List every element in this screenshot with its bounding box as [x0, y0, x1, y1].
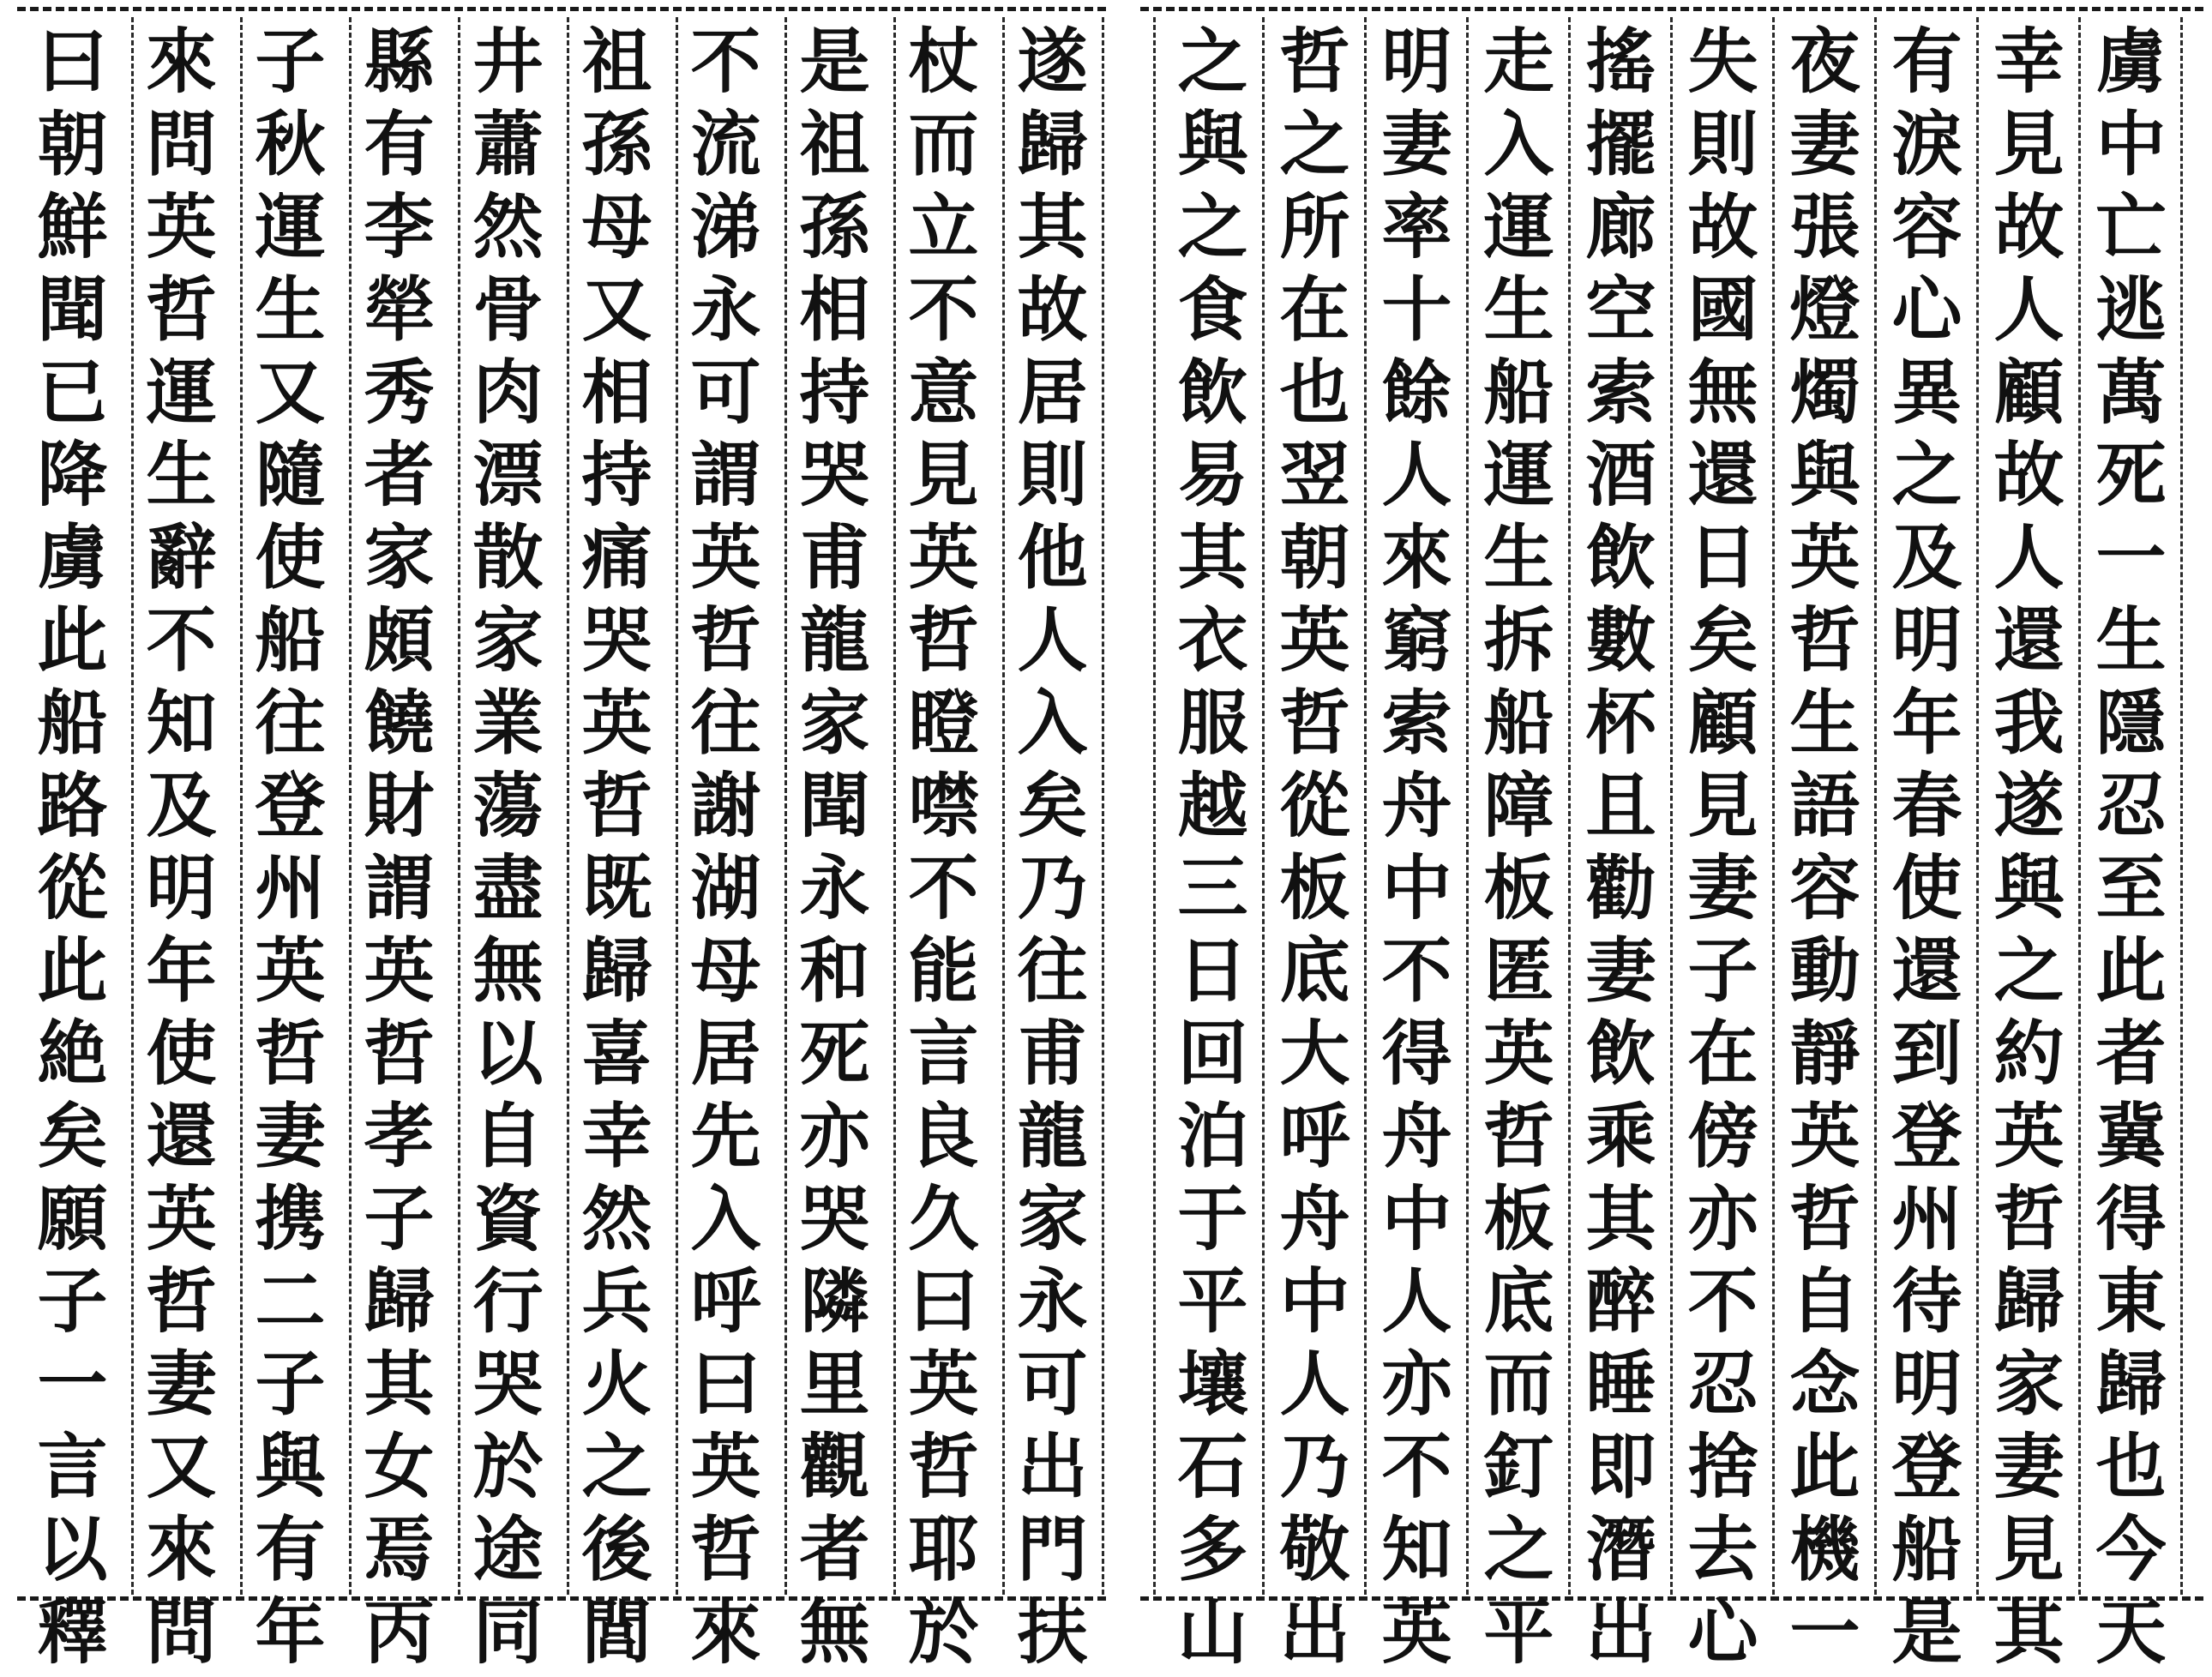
text-column [1876, 24, 1966, 1677]
column-text: 走入運生船運生拆船障板匿英哲板底而釘之平 [1472, 24, 1554, 1677]
text-column [1162, 24, 1252, 1677]
column-text: 來問英哲運生辭不知及明年使還英哲妻又來問 [135, 24, 217, 1677]
column-text: 遂歸其故居則他人入矣乃往甫龍家永可出門扶 [1006, 24, 1088, 1677]
column-text: 祖孫母又相持痛哭英哲既歸喜幸然兵火之後閭 [570, 24, 652, 1677]
text-column [675, 24, 765, 1677]
column-text: 杖而立不意見英哲瞪噤不能言良久曰英哲耶於 [897, 24, 979, 1677]
text-column [784, 24, 874, 1677]
column-divider [1153, 17, 1156, 1595]
column-text: 不流涕永可謂英哲往謝湖母居先入呼曰英哲來 [679, 24, 761, 1677]
text-column [2080, 24, 2170, 1677]
column-text: 井蕭然骨肉漂散家業蕩盡無以自資行哭於途同 [461, 24, 544, 1677]
text-column [239, 24, 329, 1677]
text-column [1468, 24, 1558, 1677]
column-text: 有淚容心異之及明年春使還到登州待明登船是 [1880, 24, 1963, 1677]
text-column [130, 24, 220, 1677]
text-column [348, 24, 438, 1677]
text-column [566, 24, 656, 1677]
column-text: 子秋運生又隨使船往登州英哲妻携二子與有年 [243, 24, 326, 1677]
text-column [1570, 24, 1660, 1677]
column-text: 虜中亡逃萬死一生隱忍至此者冀得東歸也今天 [2084, 24, 2167, 1677]
column-text: 幸見故人顧故人還我遂與之約英哲歸家妻見其 [1982, 24, 2065, 1677]
text-column [1264, 24, 1354, 1677]
column-text: 失則故國無還日矣顧見妻子在傍亦不忍捨去心 [1676, 24, 1758, 1677]
text-column [21, 24, 111, 1677]
column-text: 搖擺廊空索酒飲數杯且勸妻飲乘其醉睡即潛出 [1574, 24, 1656, 1677]
column-text: 縣有李犖秀者家頗饒財謂英哲孝子歸其女焉丙 [352, 24, 435, 1677]
column-divider [2180, 17, 2183, 1595]
right-page [1140, 0, 2212, 1677]
column-text: 明妻率十餘人來窮索舟中不得舟中人亦不知英 [1370, 24, 1452, 1677]
text-column [1366, 24, 1456, 1677]
text-column [1001, 24, 1091, 1677]
column-text: 是祖孫相持哭甫龍家聞永和死亦哭隣里觀者無 [788, 24, 870, 1677]
top-border-rule [1140, 7, 2203, 11]
text-column [457, 24, 547, 1677]
column-text: 曰朝鮮聞已降虜此船路從此絶矣願子一言以釋 [26, 24, 108, 1677]
text-column [1978, 24, 2068, 1677]
column-divider [1102, 17, 1104, 1595]
text-column [1774, 24, 1864, 1677]
column-text: 哲之所在也翌朝英哲從板底大呼舟中人乃敬出 [1268, 24, 1350, 1677]
column-text: 夜妻張燈燭與英哲生語容動靜英哲自念此機一 [1778, 24, 1860, 1677]
top-border-rule [17, 7, 1106, 11]
text-column [893, 24, 983, 1677]
text-column [1672, 24, 1762, 1677]
column-text: 之與之食飲易其衣服越三日回泊于平壤石多山 [1166, 24, 1248, 1677]
